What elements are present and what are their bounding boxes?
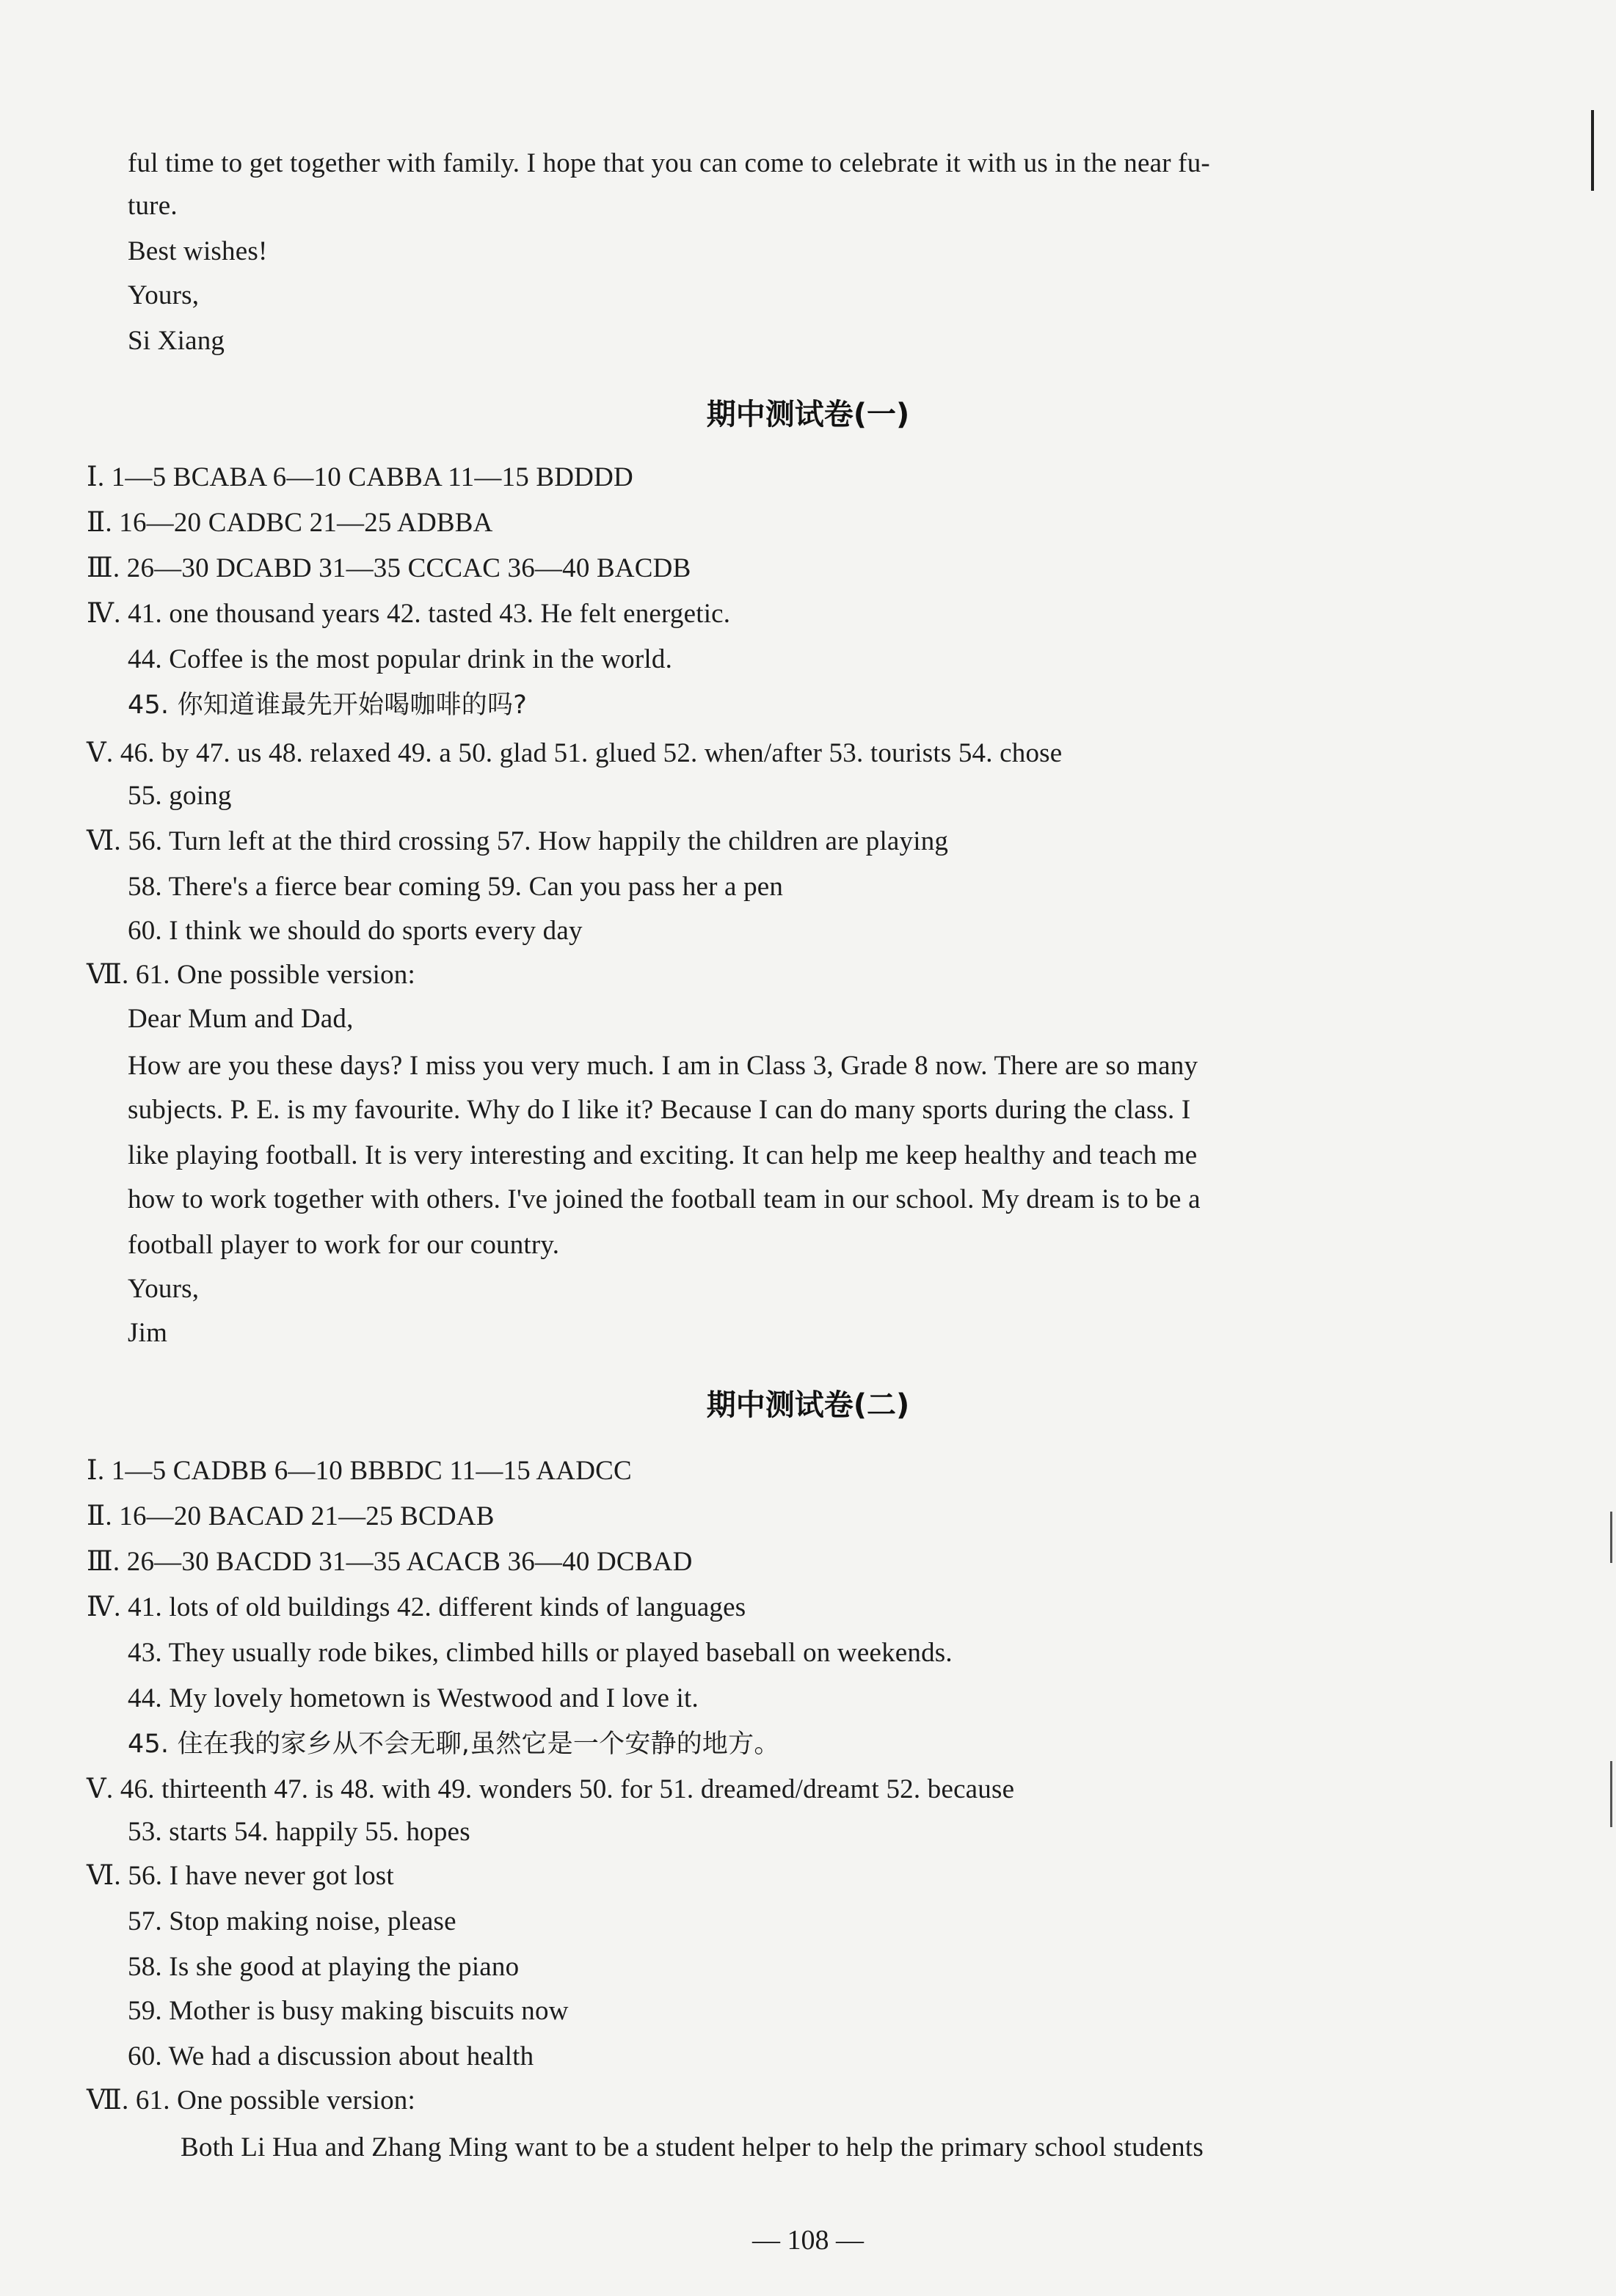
essay-line: Dear Mum and Dad, [128, 1004, 354, 1034]
answer-line: 43. They usually rode bikes, climbed hills or played baseball on weekends. [128, 1638, 953, 1668]
essay-sign-off: Yours, [128, 1274, 200, 1304]
answer-line: Ⅵ. 56. I have never got lost [87, 1861, 394, 1891]
answer-line: Ⅳ. 41. one thousand years 42. tasted 43. He felt energetic. [87, 599, 731, 629]
answer-line: 59. Mother is busy making biscuits now [128, 1996, 569, 2026]
essay-signature: Jim [128, 1318, 168, 1348]
letter-signature: Si Xiang [128, 326, 225, 356]
answer-line: 60. We had a discussion about health [128, 2041, 534, 2071]
answer-line: 57. Stop making noise, please [128, 1906, 456, 1936]
letter-line: ful time to get together with family. I hope that you can come to celebrate it with us in the near fu- [128, 148, 1210, 178]
answer-line: 53. starts 54. happily 55. hopes [128, 1817, 470, 1847]
answer-line-chinese: 45. 你知道谁最先开始喝咖啡的吗? [128, 690, 527, 720]
answer-line: Ⅰ. 1—5 BCABA 6—10 CABBA 11—15 BDDDD [87, 462, 633, 492]
answer-line: 58. There's a fierce bear coming 59. Can you pass her a pen [128, 872, 784, 902]
essay-line: How are you these days? I miss you very much. I am in Class 3, Grade 8 now. There are so many [128, 1051, 1198, 1081]
answer-line: 55. going [128, 781, 232, 811]
scan-edge-mark [1591, 110, 1594, 191]
letter-closing: Best wishes! [128, 236, 268, 266]
essay-line: football player to work for our country. [128, 1230, 560, 1260]
answer-line: Ⅳ. 41. lots of old buildings 42. different kinds of languages [87, 1592, 746, 1622]
essay-line: like playing football. It is very interesting and exciting. It can help me keep healthy and teach me [128, 1140, 1198, 1170]
scan-edge-mark [1610, 1512, 1612, 1563]
answer-line: Ⅱ. 16—20 CADBC 21—25 ADBBA [87, 508, 493, 538]
letter-line: ture. [128, 191, 178, 221]
answer-line: 60. I think we should do sports every day [128, 916, 583, 946]
letter-sign-off: Yours, [128, 280, 200, 310]
answer-line: Ⅵ. 56. Turn left at the third crossing 57. How happily the children are playing [87, 826, 949, 856]
answer-line: 44. Coffee is the most popular drink in the world. [128, 644, 673, 674]
answer-line: Ⅲ. 26—30 BACDD 31—35 ACACB 36—40 DCBAD [87, 1547, 693, 1577]
essay-line: how to work together with others. I've joined the football team in our school. My dream is to be a [128, 1184, 1201, 1214]
answer-line: Ⅶ. 61. One possible version: [87, 960, 415, 990]
essay-line: subjects. P. E. is my favourite. Why do I like it? Because I can do many sports during the class. I [128, 1095, 1191, 1125]
page-number: — 108 — [752, 2225, 864, 2256]
section-title-test-2: 期中测试卷(二) [706, 1388, 910, 1422]
answer-line: 44. My lovely hometown is Westwood and I love it. [128, 1683, 699, 1713]
section-title-test-1: 期中测试卷(一) [706, 398, 910, 431]
answer-line: Ⅶ. 61. One possible version: [87, 2085, 415, 2115]
answer-line: Ⅰ. 1—5 CADBB 6—10 BBBDC 11—15 AADCC [87, 1456, 632, 1486]
scan-edge-mark [1610, 1761, 1612, 1827]
answer-line: Ⅴ. 46. thirteenth 47. is 48. with 49. wonders 50. for 51. dreamed/dreamt 52. because [87, 1774, 1015, 1804]
answer-line: Ⅲ. 26—30 DCABD 31—35 CCCAC 36—40 BACDB [87, 553, 691, 583]
answer-line: Ⅴ. 46. by 47. us 48. relaxed 49. a 50. glad 51. glued 52. when/after 53. tourists 54. chose [87, 738, 1063, 768]
answer-line-chinese: 45. 住在我的家乡从不会无聊,虽然它是一个安静的地方。 [128, 1730, 780, 1759]
essay-line: Both Li Hua and Zhang Ming want to be a student helper to help the primary school students [181, 2132, 1204, 2162]
answer-line: Ⅱ. 16—20 BACAD 21—25 BCDAB [87, 1501, 495, 1531]
answer-line: 58. Is she good at playing the piano [128, 1952, 520, 1982]
